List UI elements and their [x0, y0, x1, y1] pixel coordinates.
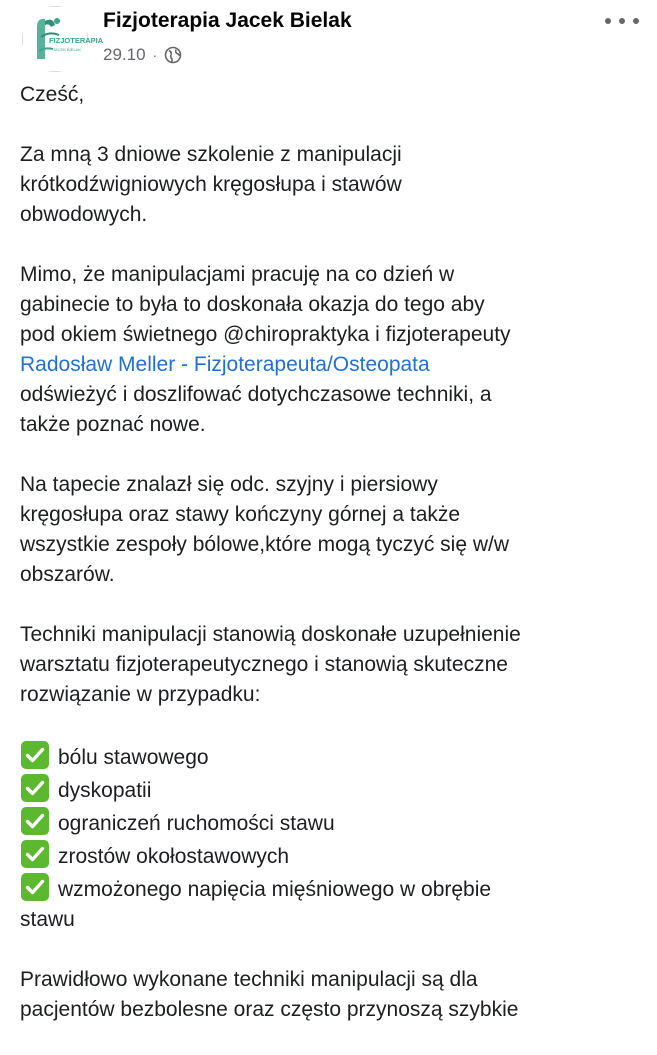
- list-item-text: zrostów okołostawowych: [58, 845, 290, 868]
- check-mark-button-icon: [20, 806, 50, 836]
- paragraph-2: [20, 260, 645, 440]
- list-item: [20, 839, 645, 872]
- logo-text: FIZJOTERAPIA: [49, 36, 104, 45]
- text-line: kręgosłupa oraz stawy kończyny górnej a także: [20, 503, 461, 526]
- list-item-continuation: stawu: [20, 908, 75, 931]
- text-line: Mimo, że manipulacjami pracuję na co dzień w: [20, 263, 455, 286]
- paragraph-3: [20, 470, 645, 590]
- page-name[interactable]: Fizjoterapia Jacek Bielak: [103, 9, 352, 32]
- post-meta: [103, 44, 182, 66]
- page-avatar[interactable]: [22, 6, 104, 72]
- globe-icon[interactable]: [164, 46, 182, 64]
- list-item-text: wzmożonego napięcia mięśniowego w obrębie: [58, 878, 492, 901]
- text-line: odświeżyć i doszlifować dotychczasowe techniki, a: [20, 383, 492, 406]
- post-header: [0, 0, 657, 80]
- paragraph-4: [20, 620, 645, 710]
- check-mark-button-icon: [20, 740, 50, 770]
- text-line: Za mną 3 dniowe szkolenie z manipulacji: [20, 143, 402, 166]
- list-item: [20, 740, 645, 773]
- text-line: Techniki manipulacji stanowią doskonałe uzupełnienie: [20, 623, 521, 646]
- text-line: pacjentów bezbolesne oraz często przynoszą szybkie: [20, 998, 519, 1021]
- more-horizontal-icon: [633, 18, 639, 24]
- text-line: gabinecie to była to doskonała okazja do tego aby: [20, 293, 485, 316]
- post-date[interactable]: 29.10: [103, 45, 146, 64]
- list-item-text: ograniczeń ruchomości stawu: [58, 812, 335, 835]
- list-item: [20, 806, 645, 839]
- text-line: także poznać nowe.: [20, 413, 206, 436]
- more-horizontal-icon: [619, 18, 625, 24]
- text-line: Cześć,: [20, 83, 85, 106]
- text-line: pod okiem świetnego @chiropraktyka i fizjoterapeuty: [20, 323, 511, 346]
- text-line: Na tapecie znalazł się odc. szyjny i piersiowy: [20, 473, 438, 496]
- mention-link[interactable]: Radosław Meller - Fizjoterapeuta/Osteopata: [20, 353, 430, 376]
- post-text: [20, 80, 645, 1055]
- text-line: rozwiązanie w przypadku:: [20, 683, 261, 706]
- text-line: obszarów.: [20, 563, 115, 586]
- checklist: [20, 740, 645, 935]
- check-mark-button-icon: [20, 839, 50, 869]
- more-options-button[interactable]: [605, 10, 639, 32]
- paragraph-greeting: [20, 80, 645, 110]
- mention-line: [20, 350, 645, 380]
- list-item-text: bólu stawowego: [58, 746, 209, 769]
- text-line: krótkodźwigniowych kręgosłupa i stawów: [20, 173, 402, 196]
- list-item-text: dyskopatii: [58, 779, 152, 802]
- logo-icon: [23, 7, 104, 71]
- text-line: Prawidłowo wykonane techniki manipulacji są dla: [20, 968, 478, 991]
- meta-separator: ·: [152, 47, 158, 63]
- logo-subtext: JACEK BIELAK: [53, 47, 82, 52]
- list-item: [20, 773, 645, 806]
- paragraph-1: [20, 140, 645, 230]
- text-line: warsztatu fizjoterapeutycznego i stanowią skuteczne: [20, 653, 508, 676]
- check-mark-button-icon: [20, 872, 50, 902]
- paragraph-5: [20, 965, 645, 1025]
- text-line: wszystkie zespoły bólowe,które mogą tyczyć się w/w: [20, 533, 509, 556]
- more-horizontal-icon: [605, 18, 611, 24]
- check-mark-button-icon: [20, 773, 50, 803]
- text-line: obwodowych.: [20, 203, 148, 226]
- list-item: [20, 872, 645, 905]
